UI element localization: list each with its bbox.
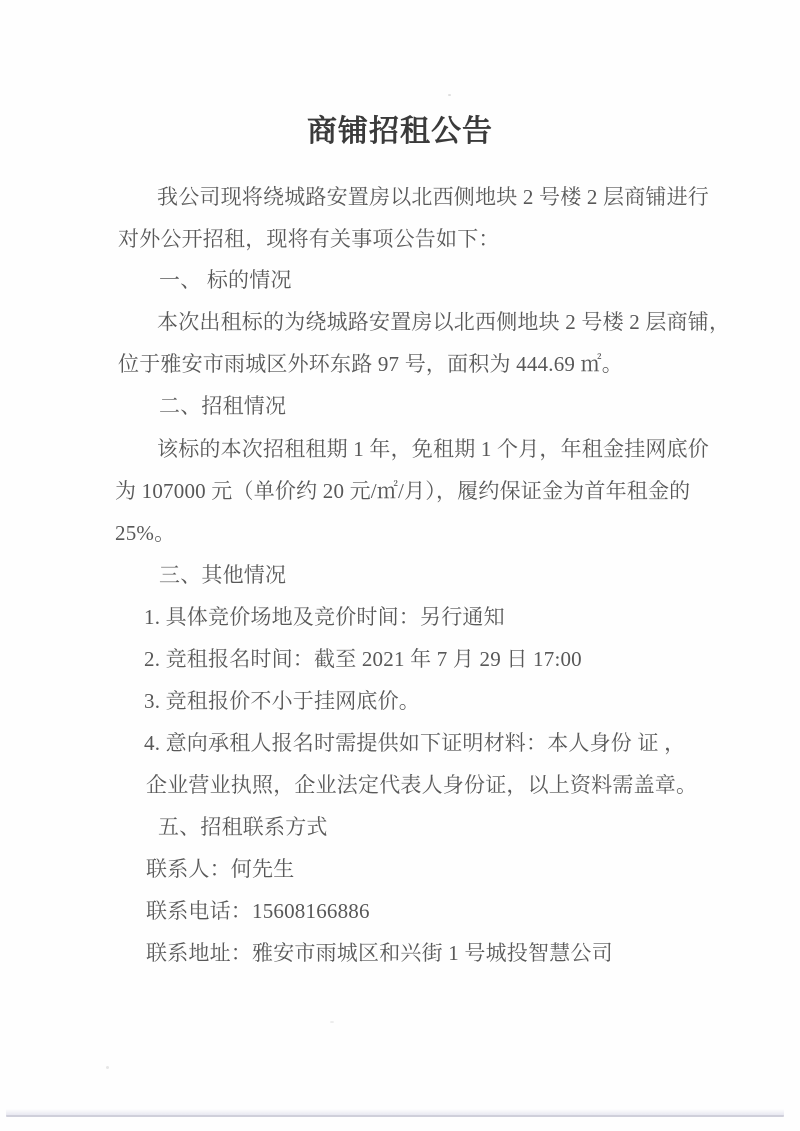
section-1-line-2: 位于雅安市雨城区外环东路 97 号，面积为 444.69 ㎡。: [118, 352, 623, 376]
contact-person-line: 联系人：何先生: [146, 857, 295, 881]
scan-bottom-edge-line: [6, 1115, 784, 1117]
scan-speck: [330, 1021, 334, 1023]
section-3-item-2: 2. 竞租报名时间：截至 2021 年 7 月 29 日 17:00: [144, 647, 582, 671]
section-3-heading: 三、其他情况: [159, 563, 287, 587]
section-2-line-2: 为 107000 元（单价约 20 元/㎡/月），履约保证金为首年租金的: [115, 479, 691, 503]
section-2-line-1: 该标的本次招租租期 1 年，免租期 1 个月，年租金挂网底价: [157, 437, 709, 461]
contact-phone-line: 联系电话：15608166886: [146, 899, 370, 923]
contact-address-line: 联系地址：雅安市雨城区和兴街 1 号城投智慧公司: [146, 941, 613, 965]
section-3-item-3: 3. 竞租报价不小于挂网底价。: [144, 689, 420, 713]
section-1-line-1: 本次出租标的为绕城路安置房以北西侧地块 2 号楼 2 层商铺，: [157, 310, 731, 334]
section-3-item-4-line-1: 4. 意向承租人报名时需提供如下证明材料：本人身份 证 ，: [144, 731, 686, 755]
section-1-heading: 一、 标的情况: [159, 268, 292, 292]
section-2-heading: 二、招租情况: [159, 394, 287, 418]
section-2-line-3: 25%。: [115, 521, 176, 545]
scan-speck: [106, 1066, 109, 1069]
section-3-item-4-line-2: 企业营业执照，企业法定代表人身份证，以上资料需盖章。: [146, 773, 698, 797]
intro-line-1: 我公司现将绕城路安置房以北西侧地块 2 号楼 2 层商铺进行: [157, 185, 709, 209]
scan-speck: [448, 94, 451, 96]
document-title: 商铺招租公告: [307, 115, 493, 148]
section-5-heading: 五、招租联系方式: [158, 815, 328, 839]
section-3-item-1: 1. 具体竞价场地及竞价时间：另行通知: [144, 605, 505, 629]
intro-line-2: 对外公开招租，现将有关事项公告如下：: [118, 227, 500, 251]
